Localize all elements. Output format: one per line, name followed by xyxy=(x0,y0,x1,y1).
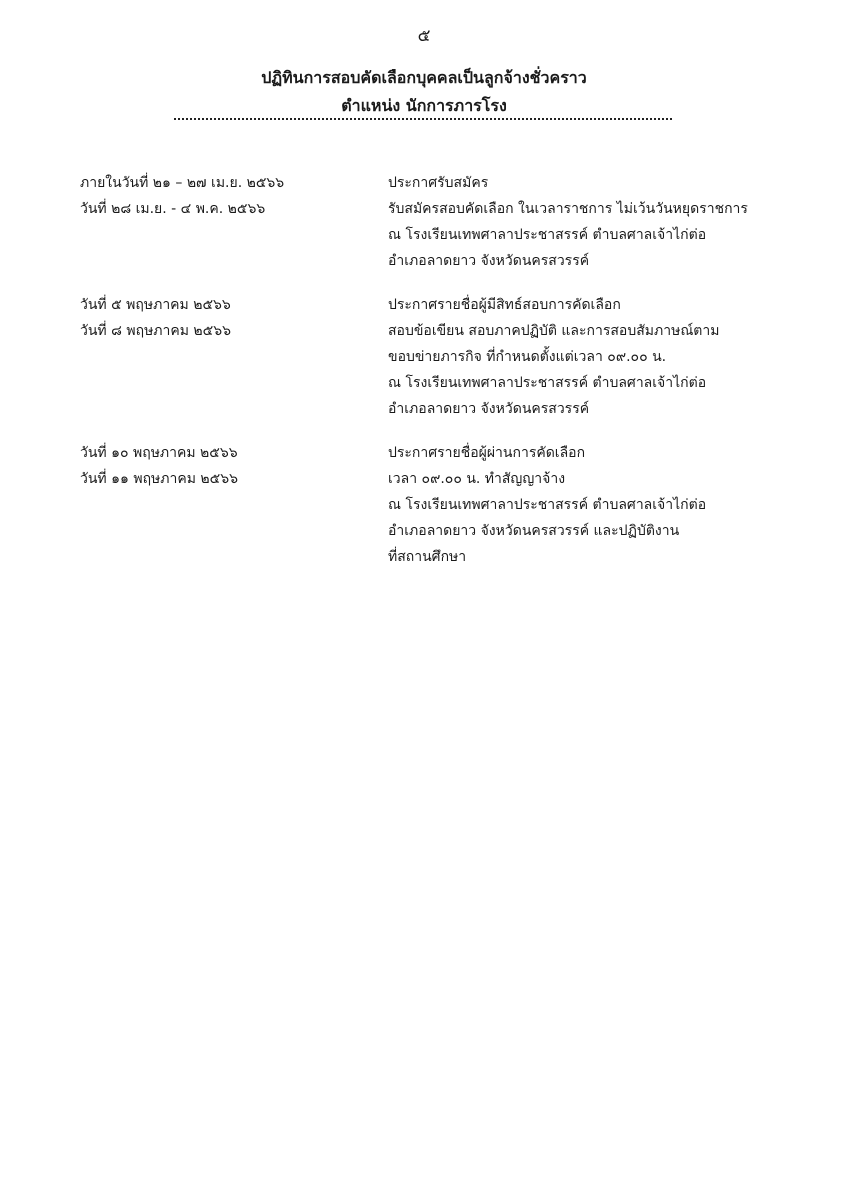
description-line: ณ โรงเรียนเทพศาลาประชาสรรค์ ตำบลศาลเจ้าไก่ต่อ xyxy=(388,375,707,391)
schedule-date: วันที่ ๑๐ พฤษภาคม ๒๕๖๖ xyxy=(80,445,238,461)
description-line: ประกาศรายชื่อผู้ผ่านการคัดเลือก xyxy=(388,445,586,461)
schedule-description xyxy=(388,292,780,318)
schedule-description xyxy=(388,440,780,466)
schedule-date: วันที่ ๒๘ เม.ย. - ๔ พ.ค. ๒๕๖๖ xyxy=(80,201,266,217)
page-number: ๕ xyxy=(417,26,431,46)
description-line: ขอบข่ายภารกิจ ที่กำหนดตั้งแต่เวลา ๐๙.๐๐ น. xyxy=(388,349,667,365)
schedule-entry xyxy=(80,318,780,422)
schedule-date: ภายในวันที่ ๒๑ – ๒๗ เม.ย. ๒๕๖๖ xyxy=(80,175,285,191)
description-line: ประกาศรายชื่อผู้มีสิทธ์สอบการคัดเลือก xyxy=(388,297,621,313)
description-line: เวลา ๐๙.๐๐ น. ทำสัญญาจ้าง xyxy=(388,471,566,487)
schedule-description xyxy=(388,170,780,196)
description-line: สอบข้อเขียน สอบภาคปฏิบัติ และการสอบสัมภาษณ์ตาม xyxy=(388,323,720,339)
description-line: อำเภอลาดยาว จังหวัดนครสวรรค์ xyxy=(388,401,590,417)
schedule-description xyxy=(388,196,780,274)
schedule-entry xyxy=(80,170,780,196)
schedule-description xyxy=(388,466,780,570)
schedule-list xyxy=(80,170,780,570)
schedule-entry xyxy=(80,292,780,318)
description-line: อำเภอลาดยาว จังหวัดนครสวรรค์ และปฏิบัติงาน xyxy=(388,523,680,539)
schedule-date: วันที่ ๕ พฤษภาคม ๒๕๖๖ xyxy=(80,297,231,313)
document-subtitle: ตำแหน่ง นักการภารโรง xyxy=(341,96,507,115)
description-line: รับสมัครสอบคัดเลือก ในเวลาราชการ ไม่เว้นวันหยุดราชการ xyxy=(388,201,748,217)
schedule-entry xyxy=(80,196,780,274)
dotted-divider xyxy=(174,118,672,120)
schedule-date: วันที่ ๑๑ พฤษภาคม ๒๕๖๖ xyxy=(80,471,238,487)
schedule-entry xyxy=(80,466,780,570)
document-title: ปฏิทินการสอบคัดเลือกบุคคลเป็นลูกจ้างชั่วคราว xyxy=(261,68,587,87)
schedule-description xyxy=(388,318,780,422)
schedule-entry xyxy=(80,440,780,466)
description-line: ณ โรงเรียนเทพศาลาประชาสรรค์ ตำบลศาลเจ้าไก่ต่อ xyxy=(388,227,707,243)
description-line: อำเภอลาดยาว จังหวัดนครสวรรค์ xyxy=(388,253,590,269)
description-line: ประกาศรับสมัคร xyxy=(388,175,489,191)
description-line: ณ โรงเรียนเทพศาลาประชาสรรค์ ตำบลศาลเจ้าไก่ต่อ xyxy=(388,497,707,513)
schedule-date: วันที่ ๘ พฤษภาคม ๒๕๖๖ xyxy=(80,323,232,339)
description-line: ที่สถานศึกษา xyxy=(388,549,467,565)
